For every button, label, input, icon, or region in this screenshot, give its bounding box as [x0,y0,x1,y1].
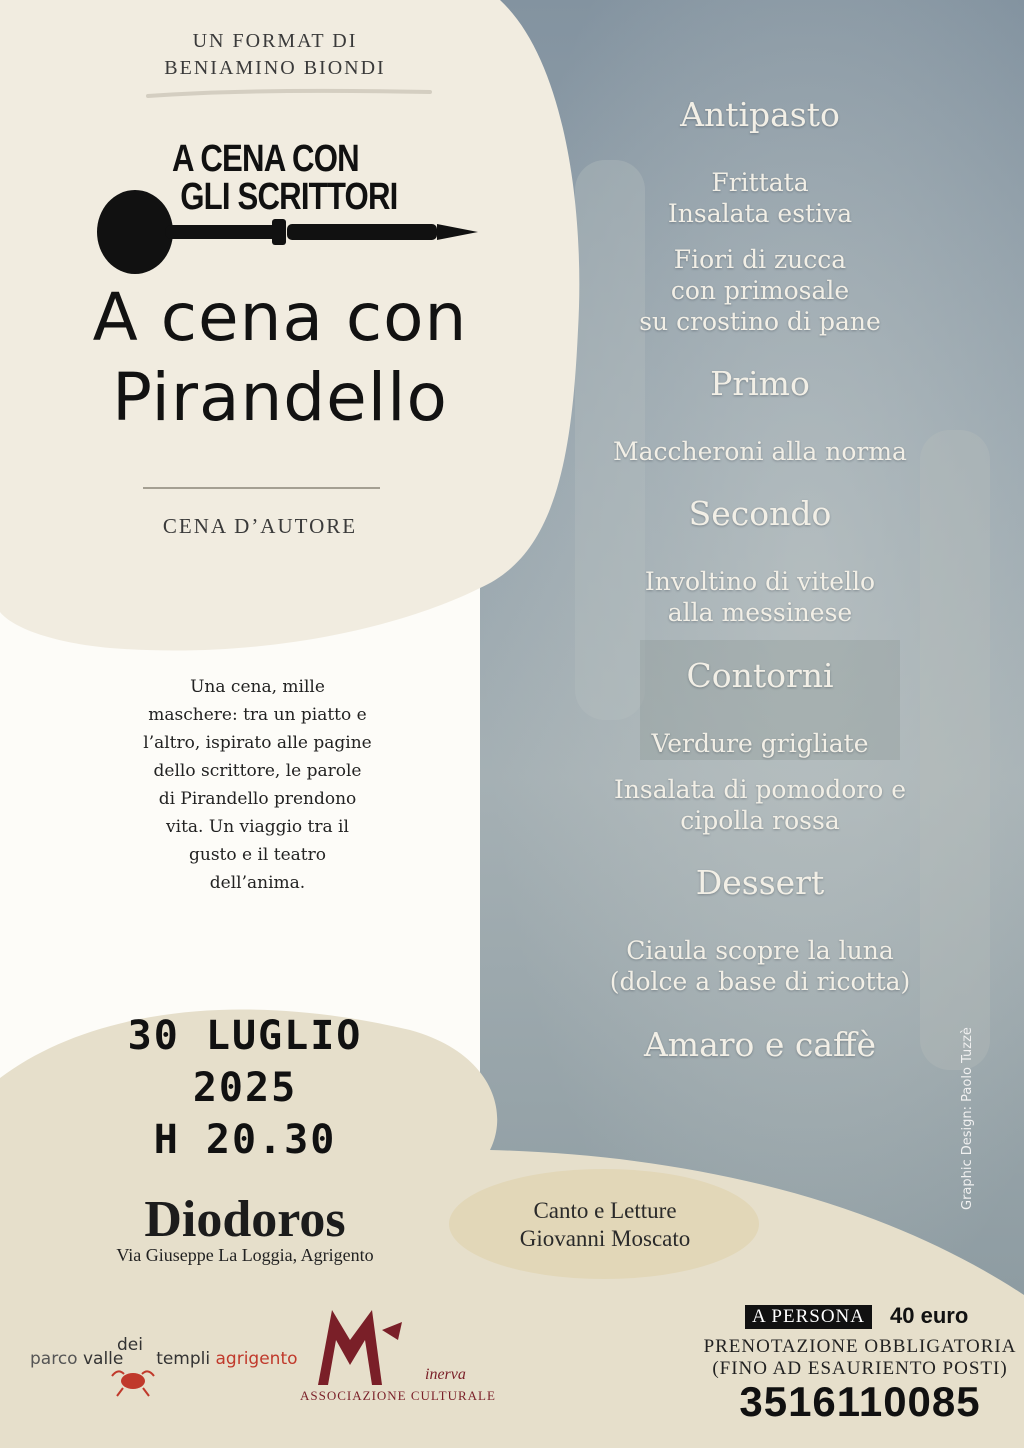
description-line: dello scrittore, le parole [153,761,362,781]
menu-heading-secondo: Secondo [688,494,832,533]
menu-heading-dessert: Dessert [695,863,825,902]
price: 40 euro [890,1303,969,1328]
menu-item: Frittata [711,168,809,197]
booking-line2: (FINO AD ESAURIENTO POSTI) [712,1358,1008,1379]
event-date [120,1010,370,1166]
description-line: dell’anima. [209,873,306,893]
menu-item: Insalata di pomodoro e [613,775,907,804]
phone-number[interactable]: 3516110085 [739,1378,981,1425]
format-credit-line2: BENIAMINO BIONDI [164,57,386,79]
booking-line1: PRENOTAZIONE OBBLIGATORIA [703,1336,1017,1357]
graphic-design-credit: Graphic Design: Paolo Tuzzè [960,1027,975,1210]
booking-note [690,1336,1024,1380]
dei-word: dei [117,1335,143,1355]
menu-item: alla messinese [667,598,853,627]
menu-item: Verdure grigliate [651,729,869,758]
templi-word: templi [156,1349,211,1369]
menu-item: cipolla rossa [680,806,840,835]
series-logo-line2: GLI SCRITTORI [180,176,398,218]
menu-heading-contorni: Contorni [686,656,834,695]
description-line: maschere: tra un piatto e [148,705,367,725]
minerva-wordmark: inerva [425,1366,466,1383]
menu-item: Involtino di vitello [644,567,876,596]
performance-line2: Giovanni Moscato [519,1226,691,1251]
menu-closing: Amaro e caffè [643,1025,877,1064]
venue-address: Via Giuseppe La Loggia, Agrigento [116,1245,374,1265]
format-credit [120,28,430,82]
venue-name: Diodoros [144,1191,346,1248]
menu-item: su crostino di pane [639,307,881,336]
per-person-badge: A PERSONA [745,1305,872,1329]
format-credit-line1: UN FORMAT DI [192,30,358,52]
menu-item: Insalata estiva [667,199,853,228]
description-line: Una cena, mille [190,677,325,697]
menu-item: Fiori di zucca [673,245,847,274]
event-time: H 20.30 [153,1117,337,1163]
performance-line1: Canto e Letture [533,1198,677,1223]
parco-valle-templi-logo [30,1335,298,1369]
menu-item: (dolce a base di ricotta) [609,967,911,996]
description-line: l’altro, ispirato alle pagine [143,733,372,753]
menu-heading-antipasto: Antipasto [680,95,840,134]
title-line2: Pirandello [112,359,448,436]
description-line: vita. Un viaggio tra il [166,817,349,837]
performance-info [455,1197,755,1253]
page-subtitle: CENA D’AUTORE [162,514,358,538]
date-line1: 30 LUGLIO [127,1013,363,1059]
minerva-association-label: ASSOCIAZIONE CULTURALE [300,1388,496,1403]
description-line: di Pirandello prendono [158,789,357,809]
series-logo-line1: A CENA CON [172,138,359,180]
menu-heading-primo: Primo [710,364,810,403]
title-line1: A cena con [92,279,468,356]
page-title [20,278,540,438]
description-line: gusto e il teatro [189,845,326,865]
agrigento-word: agrigento [215,1349,298,1369]
event-description [140,673,375,897]
parco-word: parco [30,1349,78,1369]
menu-item: Maccheroni alla norma [613,437,907,466]
menu-item: con primosale [670,276,850,305]
date-line2: 2025 [192,1065,298,1111]
series-logo-text [172,140,397,216]
valle-word: valle [82,1349,124,1369]
menu-item: Ciaula scopre la luna [626,936,894,965]
